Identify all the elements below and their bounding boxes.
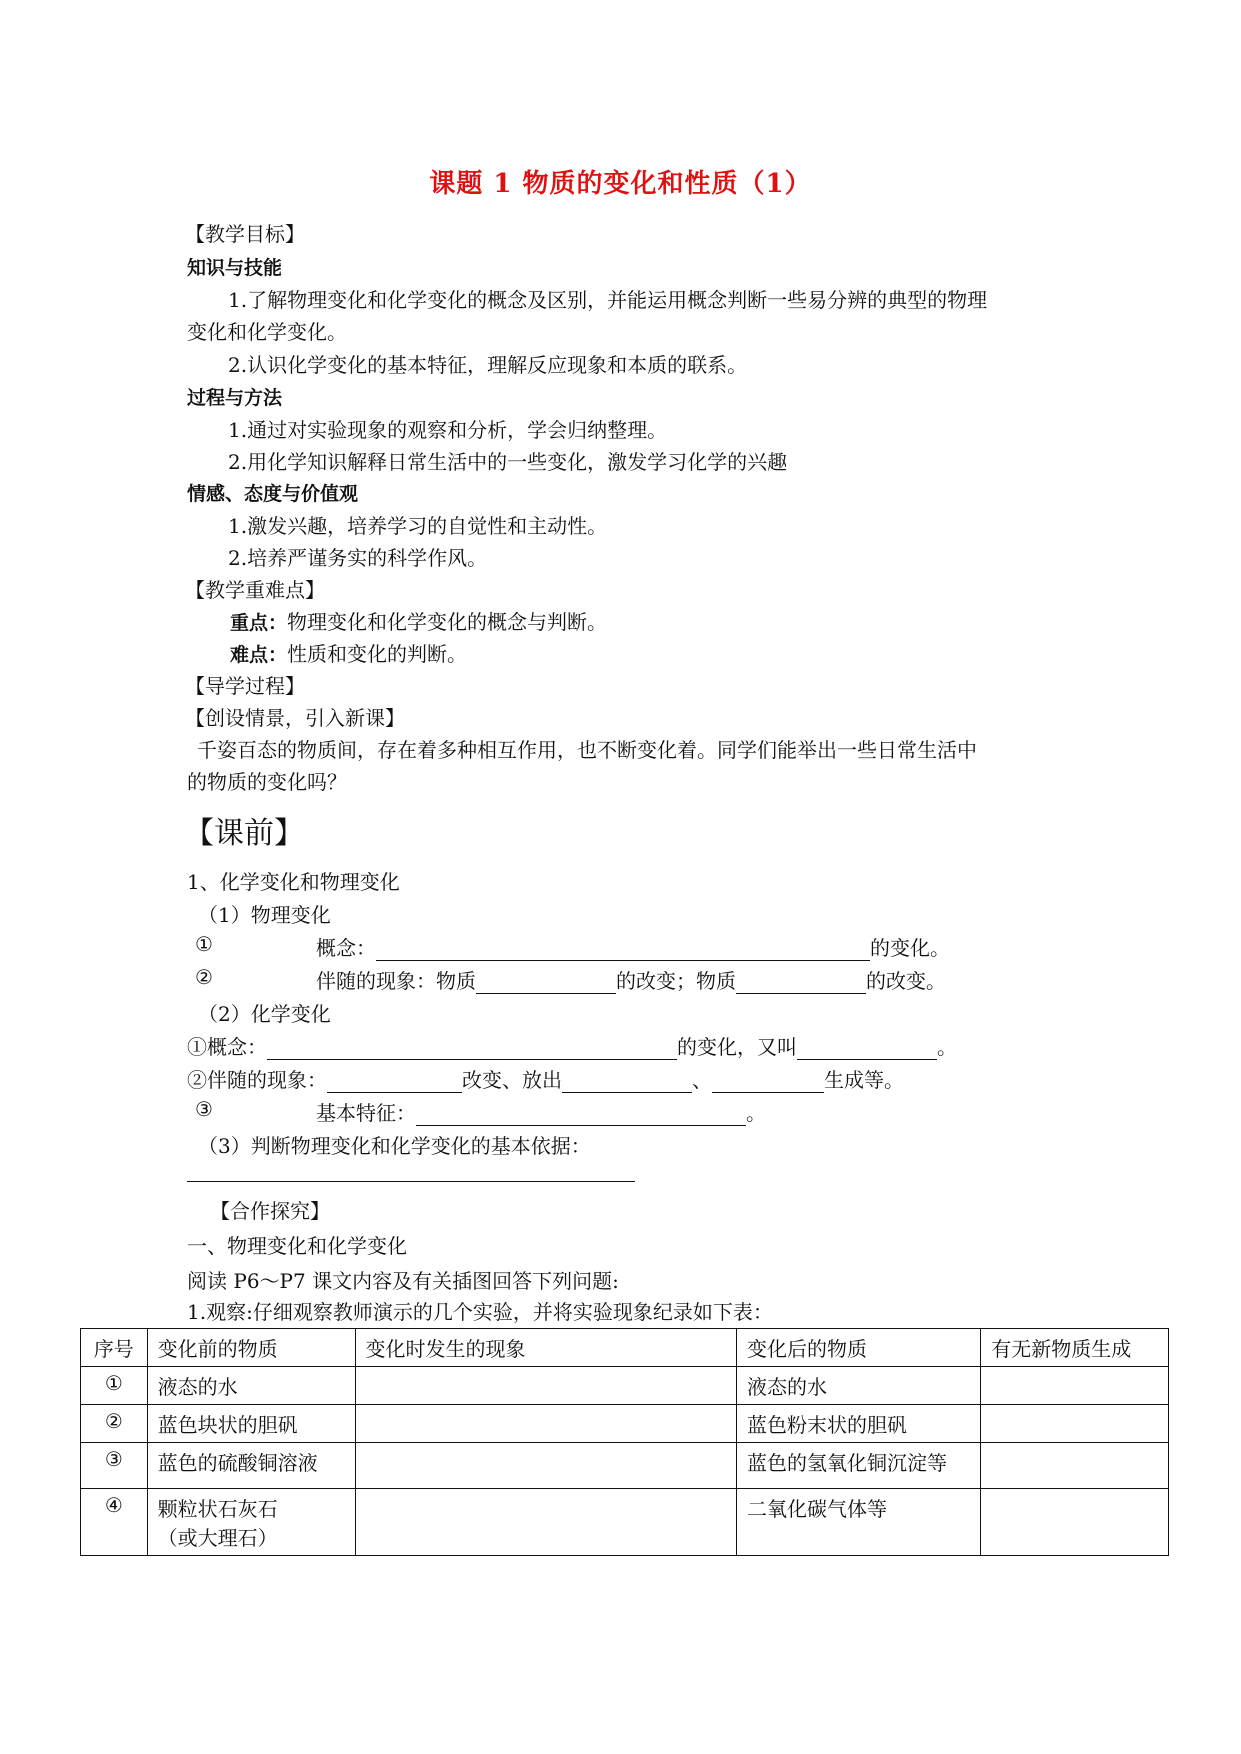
physical-concept-blank[interactable]	[376, 938, 870, 961]
physical-circle-2: ②	[195, 965, 213, 989]
row-new-substance-cell[interactable]	[981, 1443, 1169, 1489]
key-point-line	[230, 606, 607, 635]
row-phenomenon-cell[interactable]	[355, 1367, 737, 1405]
row-after: 蓝色粉末状的胆矾	[737, 1405, 981, 1443]
emotion-item-2: 2.培养严谨务实的科学作风。	[228, 546, 488, 570]
chemical-phen-label: ②伴随的现象：	[187, 1068, 327, 1092]
physical-phen-blank-2[interactable]	[736, 971, 866, 994]
header-no: 序号	[81, 1329, 148, 1367]
intro-line-2: 的物质的变化吗？	[187, 770, 347, 794]
difficult-text: 性质和变化的判断。	[287, 642, 468, 666]
difficult-label: 难点：	[230, 644, 288, 666]
physical-phen-mid: 的改变；物质	[616, 969, 736, 993]
knowledge-item-1-cont: 变化和化学变化。	[187, 320, 347, 344]
header-new-substance: 有无新物质生成	[981, 1329, 1169, 1367]
row-no: ④	[81, 1489, 148, 1556]
row-before-note: （或大理石）	[157, 1526, 278, 1550]
basis-prompt: （3）判断物理变化和化学变化的基本依据：	[198, 1134, 591, 1158]
row-before: 液态的水	[147, 1367, 355, 1405]
physical-phen-blank-1[interactable]	[476, 971, 616, 994]
physical-phen-end: 的改变。	[866, 969, 946, 993]
physical-concept-label: 概念：	[316, 936, 376, 960]
reading-instruction: 阅读 P6～P7 课文内容及有关插图回答下列问题:	[187, 1269, 619, 1293]
row-no: ②	[81, 1405, 148, 1443]
physical-phen-label: 伴随的现象：物质	[316, 969, 476, 993]
part-1-heading: 一、物理变化和化学变化	[187, 1234, 407, 1258]
chemical-concept-label: ①概念：	[187, 1035, 267, 1059]
physical-concept-line	[316, 932, 950, 961]
objectives-header: 【教学目标】	[185, 222, 305, 246]
coop-header: 【合作探究】	[210, 1199, 330, 1223]
intro-header: 【创设情景，引入新课】	[185, 706, 405, 730]
row-new-substance-cell[interactable]	[981, 1405, 1169, 1443]
chemical-alias-blank[interactable]	[797, 1037, 937, 1060]
chemical-phen-mid1: 改变、放出	[462, 1068, 562, 1092]
chemical-phenomenon-line	[187, 1064, 904, 1093]
chemical-feature-blank[interactable]	[416, 1103, 746, 1126]
process-heading: 过程与方法	[187, 387, 283, 409]
knowledge-heading: 知识与技能	[187, 257, 283, 279]
chemical-phen-blank-2[interactable]	[562, 1070, 692, 1093]
knowledge-item-1: 1.了解物理变化和化学变化的概念及区别，并能运用概念判断一些易分辨的典型的物理	[228, 288, 988, 312]
chemical-concept-end: 。	[937, 1035, 957, 1059]
chemical-phen-blank-1[interactable]	[327, 1070, 462, 1093]
header-before: 变化前的物质	[147, 1329, 355, 1367]
row-no: ①	[81, 1367, 148, 1405]
basis-answer-blank[interactable]	[187, 1181, 635, 1182]
chemical-feature-label: 基本特征：	[316, 1101, 416, 1125]
header-phenomenon: 变化时发生的现象	[355, 1329, 737, 1367]
chemical-concept-line	[187, 1031, 957, 1060]
row-phenomenon-cell[interactable]	[355, 1443, 737, 1489]
header-after: 变化后的物质	[737, 1329, 981, 1367]
row-before: 蓝色的硫酸铜溶液	[147, 1443, 355, 1489]
chemical-feature-line	[316, 1097, 766, 1126]
process-item-2: 2.用化学知识解释日常生活中的一些变化，激发学习化学的兴趣	[228, 450, 788, 474]
chemical-feature-end: 。	[746, 1101, 766, 1125]
intro-line-1: 千姿百态的物质间，存在着多种相互作用，也不断变化着。同学们能举出一些日常生活中	[197, 738, 977, 762]
table-row	[81, 1367, 1169, 1405]
emotion-heading: 情感、态度与价值观	[187, 483, 359, 505]
row-new-substance-cell[interactable]	[981, 1489, 1169, 1556]
emotion-item-1: 1.激发兴趣，培养学习的自觉性和主动性。	[228, 514, 608, 538]
table-row	[81, 1405, 1169, 1443]
key-label: 重点：	[230, 612, 288, 634]
row-before: 颗粒状石灰石	[157, 1497, 278, 1521]
row-phenomenon-cell[interactable]	[355, 1405, 737, 1443]
chemical-concept-mid: 的变化，又叫	[677, 1035, 797, 1059]
chemical-heading: （2）化学变化	[198, 1002, 331, 1026]
key-text: 物理变化和化学变化的概念与判断。	[287, 610, 608, 634]
prelesson-header: 【课前】	[184, 816, 304, 851]
observe-instruction: 1.观察:仔细观察教师演示的几个实验，并将实验现象纪录如下表：	[187, 1300, 773, 1324]
section-1-heading: 1、化学变化和物理变化	[187, 870, 400, 894]
row-phenomenon-cell[interactable]	[355, 1489, 737, 1556]
page-title: 课题 1 物质的变化和性质（1）	[429, 169, 812, 199]
key-points-header: 【教学重难点】	[185, 578, 325, 602]
row-after: 二氧化碳气体等	[737, 1489, 981, 1556]
table-row	[81, 1443, 1169, 1489]
row-before-cell	[147, 1489, 355, 1556]
row-after: 液态的水	[737, 1367, 981, 1405]
row-no: ③	[81, 1443, 148, 1489]
guide-header: 【导学过程】	[185, 674, 305, 698]
table-row	[81, 1489, 1169, 1556]
row-new-substance-cell[interactable]	[981, 1367, 1169, 1405]
row-after: 蓝色的氢氧化铜沉淀等	[737, 1443, 981, 1489]
physical-circle-1: ①	[195, 932, 213, 956]
physical-heading: （1）物理变化	[198, 903, 331, 927]
table-header-row	[81, 1329, 1169, 1367]
chemical-circle-3: ③	[195, 1097, 213, 1121]
chemical-phen-mid2: 、	[692, 1068, 712, 1092]
chemical-phen-blank-3[interactable]	[712, 1070, 824, 1093]
physical-concept-suffix: 的变化。	[870, 936, 950, 960]
knowledge-item-2: 2.认识化学变化的基本特征，理解反应现象和本质的联系。	[228, 353, 748, 377]
process-item-1: 1.通过对实验现象的观察和分析，学会归纳整理。	[228, 418, 668, 442]
observation-table	[80, 1328, 1169, 1556]
difficult-point-line	[230, 638, 467, 667]
row-before: 蓝色块状的胆矾	[147, 1405, 355, 1443]
chemical-phen-end: 生成等。	[824, 1068, 904, 1092]
chemical-concept-blank[interactable]	[267, 1037, 677, 1060]
physical-phenomenon-line	[316, 965, 946, 994]
